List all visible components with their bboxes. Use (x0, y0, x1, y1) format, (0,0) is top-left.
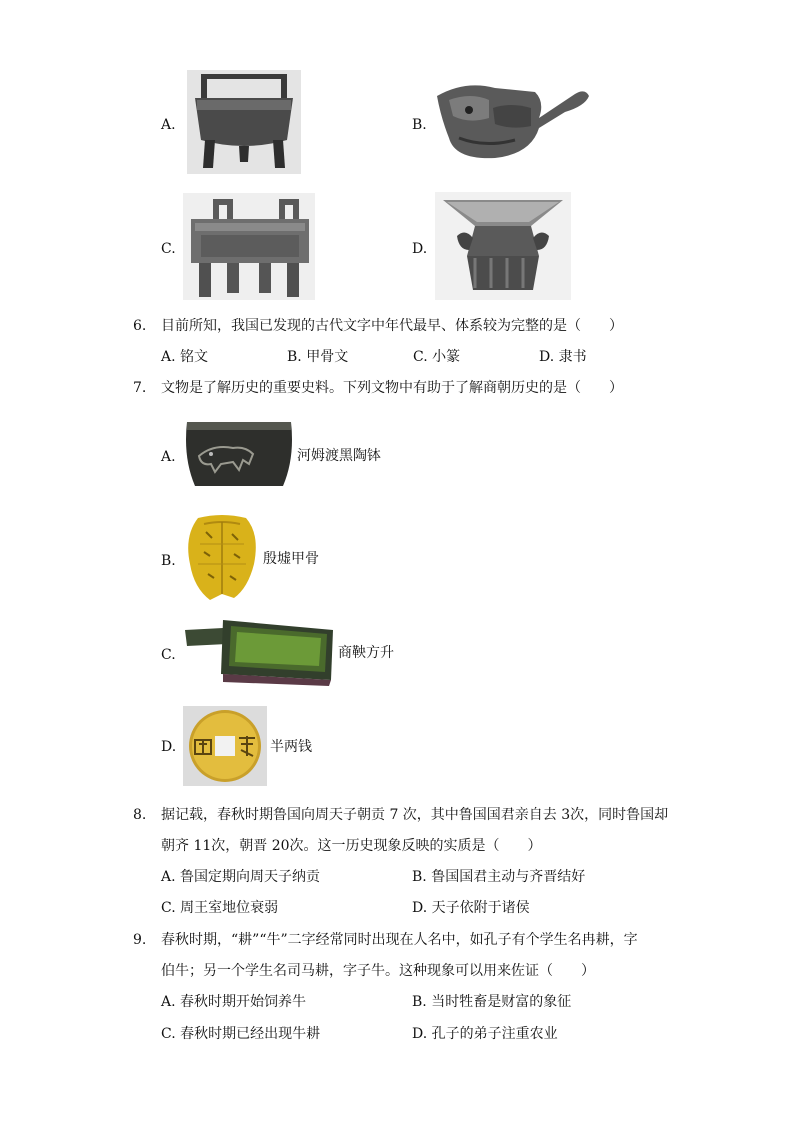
option-letter: B. (412, 117, 427, 133)
black-pottery-bowl-icon (183, 418, 295, 492)
option-letter: C. (161, 647, 176, 663)
option-letter: D. (412, 241, 428, 257)
question-stem-line-1: 据记载，春秋时期鲁国向周天子朝贡 7 次，其中鲁国国君亲自去 3次，同时鲁国却 (161, 807, 669, 823)
option-caption: 殷墟甲骨 (263, 551, 319, 567)
option-letter: D. (161, 739, 177, 755)
option-letter: C. (161, 241, 176, 257)
question-stem-line-2: 朝齐 11次，朝晋 20次。这一历史现象反映的实质是（ ） (161, 838, 542, 854)
option-letter: A. (161, 449, 176, 465)
square-ding-cauldron-icon (183, 193, 315, 300)
option-c: C. 小篆 (413, 349, 461, 365)
oracle-bone-icon (184, 514, 260, 604)
option-a: A. 铭文 (161, 349, 209, 365)
option-caption: 商鞅方升 (338, 645, 394, 661)
question-stem-line-2: 伯牛；另一个学生名司马耕，字子牛。这种现象可以用来佐证（ ） (161, 963, 595, 979)
option-d: D. 隶书 (539, 349, 587, 365)
option-a: A. 鲁国定期向周天子纳贡 (161, 869, 321, 885)
ban-liang-coin-icon (183, 706, 267, 786)
question-number: 8. (133, 807, 147, 823)
option-a: A. 春秋时期开始饲养牛 (161, 994, 307, 1010)
option-b: B. 鲁国国君主动与齐晋结好 (412, 869, 586, 885)
option-b: B. 甲骨文 (287, 349, 349, 365)
question-stem-line-1: 春秋时期，“耕”“牛”二字经常同时出现在人名中，如孔子有个学生名冉耕，字 (161, 932, 638, 948)
option-d: D. 孔子的弟子注重农业 (412, 1026, 558, 1042)
bronze-zun-vessel-icon (435, 192, 571, 300)
tripod-cauldron-ding-icon (187, 70, 301, 174)
option-d: D. 天子依附于诸侯 (412, 900, 530, 916)
question-number: 6. (133, 318, 147, 334)
option-letter: A. (161, 117, 176, 133)
question-number: 7. (133, 380, 147, 396)
option-caption: 半两钱 (270, 739, 312, 755)
option-letter: B. (161, 553, 176, 569)
option-c: C. 春秋时期已经出现牛耕 (161, 1026, 321, 1042)
option-caption: 河姆渡黑陶钵 (297, 448, 381, 464)
option-c: C. 周王室地位衰弱 (161, 900, 279, 916)
question-stem: 文物是了解历史的重要史料。下列文物中有助于了解商朝历史的是（ ） (161, 380, 623, 396)
square-measuring-vessel-icon (183, 616, 334, 690)
animal-shaped-bronze-vessel-icon (435, 78, 590, 162)
question-number: 9. (133, 932, 147, 948)
option-b: B. 当时牲畜是财富的象征 (412, 994, 572, 1010)
question-stem: 目前所知，我国已发现的古代文字中年代最早、体系较为完整的是（ ） (161, 318, 623, 334)
